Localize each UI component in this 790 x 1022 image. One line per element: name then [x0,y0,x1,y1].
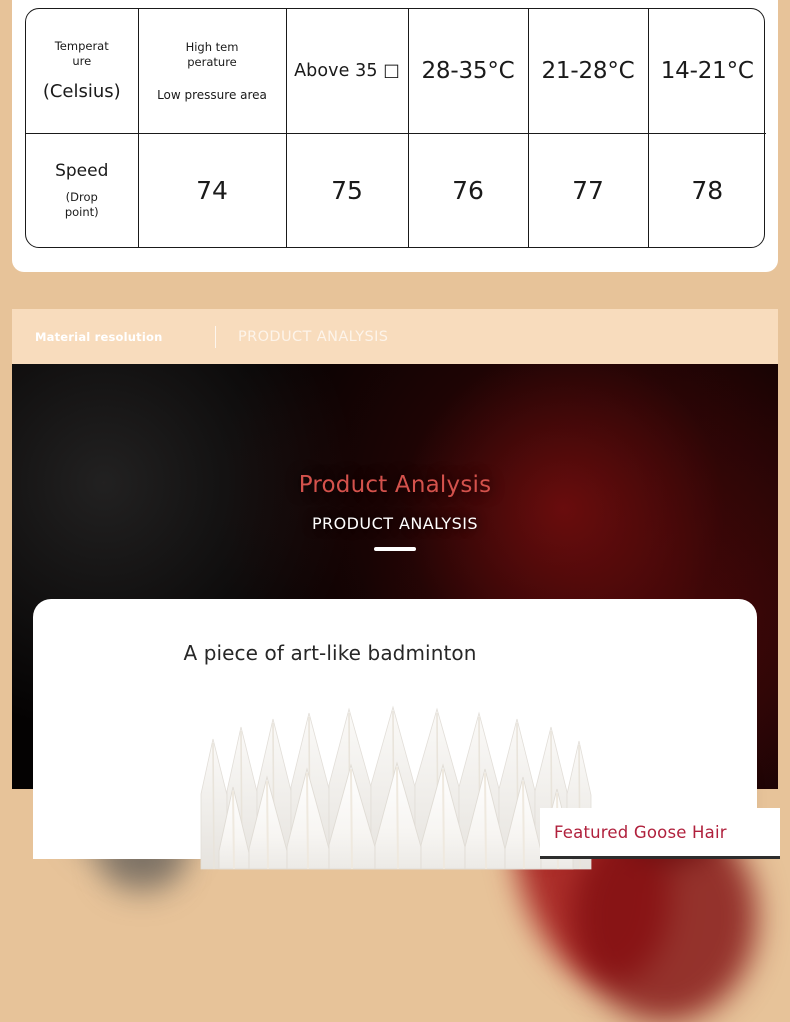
speed-value-1: 74 [138,134,286,247]
speed-sublabel-line2: point) [64,204,99,219]
banner-divider [215,326,217,348]
speed-sublabel-line1: (Drop [65,190,98,205]
hero-underline-rule [374,547,416,551]
temperature-label-celsius: (Celsius) [42,80,121,102]
temperature-cell-3: 21-28°C [528,9,648,134]
speed-value-3: 76 [408,134,528,247]
card-heading: A piece of art-like badminton [183,641,477,665]
hero-photo [12,364,778,842]
speed-value-4: 77 [528,134,648,247]
table-row-speed [26,134,766,247]
feature-tag-label: Featured Goose Hair [554,822,727,842]
spec-table [25,8,765,248]
temperature-label-line1: Temperat [54,38,109,53]
temperature-cell-2: 28-35°C [408,9,528,134]
temperature-cell-1: Above 35 □ [286,9,408,134]
speed-value-5: 78 [691,176,724,206]
temperature-label-line2: ure [72,54,92,69]
speed-value-2: 75 [286,134,408,247]
banner-main-label: Material resolution [35,329,163,344]
speed-label: Speed [55,161,109,182]
condition-high-temp-line2: perature [187,55,237,70]
hero-title-group [12,472,778,551]
condition-low-pressure: Low pressure area [157,87,267,102]
condition-high-temp-line1: High tem [185,39,239,54]
row-label-temperature [26,9,138,134]
row-label-speed [26,134,138,247]
product-analysis-section [12,309,778,842]
banner-sub-label: PRODUCT ANALYSIS [238,328,389,345]
badminton-detail-card [33,599,757,859]
section-banner [12,309,778,364]
feature-tag [540,808,780,859]
hero-title-primary: Product Analysis [298,472,492,498]
hero-title-secondary: PRODUCT ANALYSIS [311,514,479,533]
spec-table-card [12,0,778,272]
table-row-temperature [26,9,766,134]
temperature-cell-4: 14-21°C [648,9,766,134]
condition-cell [138,9,286,134]
